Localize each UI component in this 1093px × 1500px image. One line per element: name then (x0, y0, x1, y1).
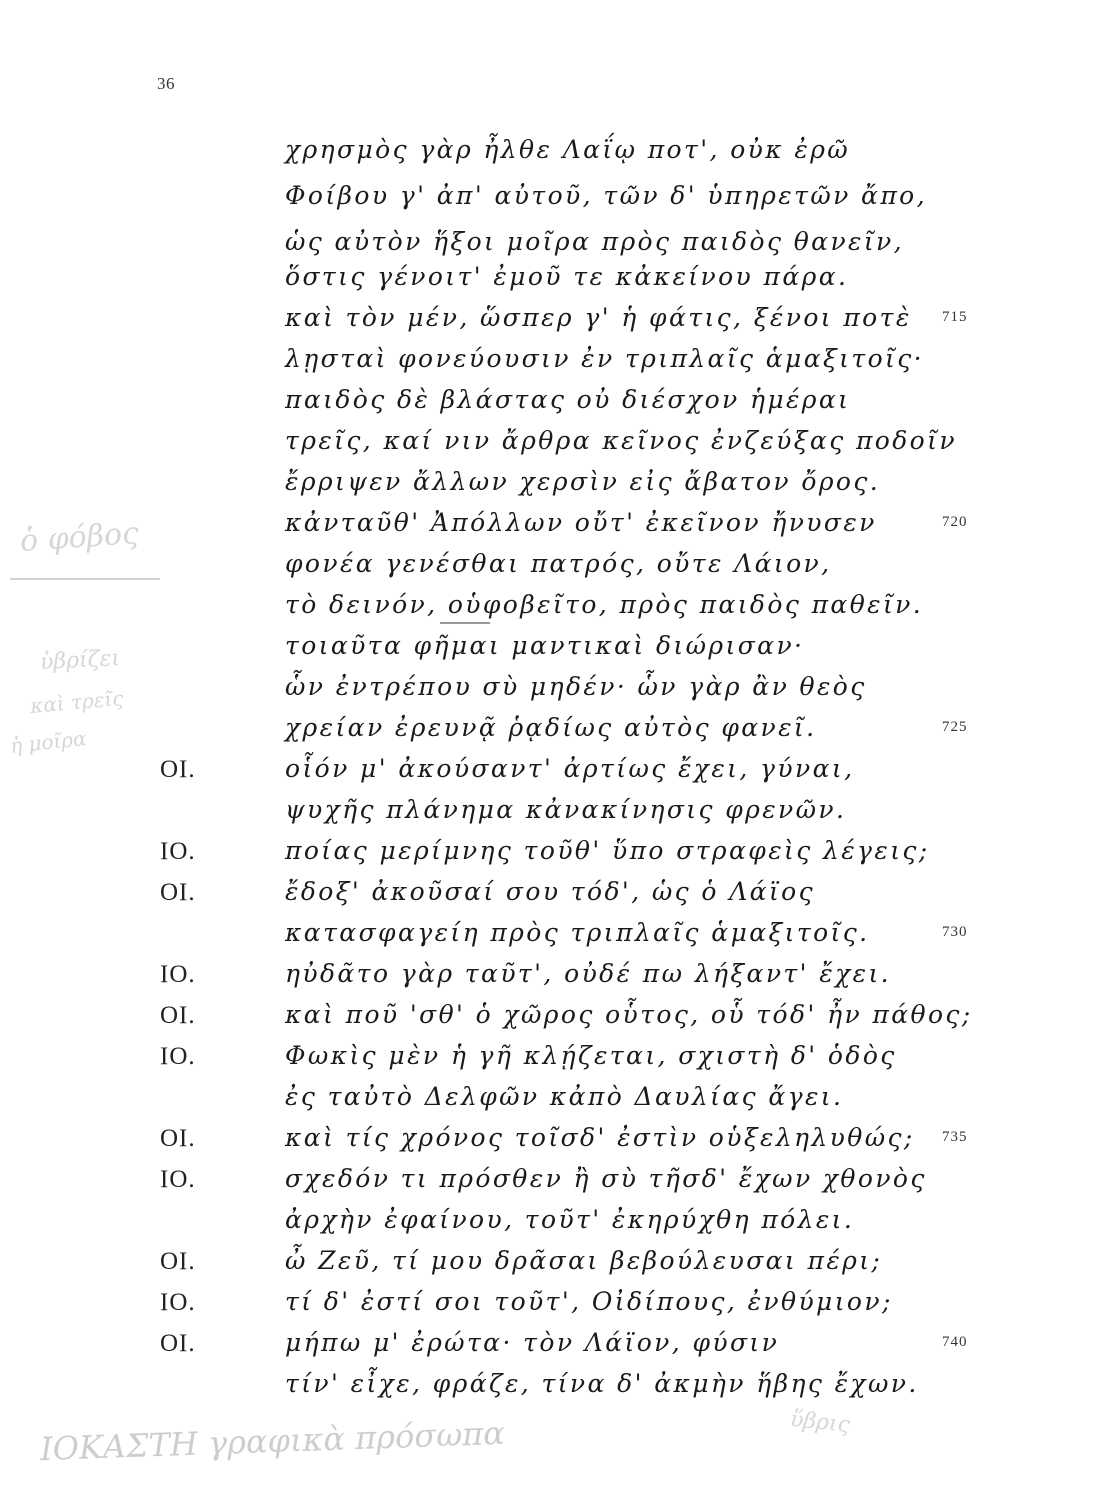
verse-line (0, 1000, 1093, 1038)
verse-line (0, 1041, 1093, 1079)
verse-line (0, 1082, 1093, 1120)
speaker-label: ΟΙ. (160, 1002, 196, 1029)
verse-text: ἔρριψεν ἄλλων χερσὶν εἰς ἄβατον ὄρος. (285, 467, 881, 496)
line-number: 720 (942, 514, 968, 530)
pencil-note-bottom-right: ὕβρις (788, 1406, 852, 1439)
verse-text: τὸ δεινόν, οὑφοβεῖτο, πρὸς παιδὸς παθεῖν. (285, 590, 924, 619)
speaker-label: ΙΟ. (160, 1043, 196, 1070)
verse-line (0, 508, 1093, 546)
line-number: 740 (942, 1334, 968, 1350)
verse-text: παιδὸς δὲ βλάστας οὐ διέσχον ἡμέραι (285, 385, 851, 414)
pencil-note-left-1: ὁ φόβος (18, 515, 140, 560)
verse-text: ὧν ἐντρέπου σὺ μηδέν· ὧν γὰρ ἂν θεὸς (285, 672, 867, 701)
verse-line (0, 549, 1093, 587)
verse-line (0, 1164, 1093, 1202)
verse-line (0, 1123, 1093, 1161)
verse-line (0, 713, 1093, 751)
speaker-label: ΟΙ. (160, 879, 196, 906)
verse-line (0, 135, 1093, 173)
page-number: 36 (157, 74, 175, 93)
verse-text: κατασφαγείη πρὸς τριπλαῖς ἁμαξιτοῖς. (285, 918, 870, 947)
pencil-note-bottom: ΙΟΚΑΣΤΗ γραφικὰ πρόσωπα (39, 1413, 506, 1469)
verse-text: ἀρχὴν ἐφαίνου, τοῦτ' ἐκηρύχθη πόλει. (285, 1205, 855, 1234)
verse-text: ὅστις γένοιτ' ἐμοῦ τε κἀκείνου πάρα. (285, 262, 849, 291)
verse-line (0, 227, 1093, 265)
verse-line (0, 1287, 1093, 1325)
verse-line (0, 672, 1093, 710)
speaker-label: ΙΟ. (160, 838, 196, 865)
line-number: 715 (942, 309, 968, 325)
verse-text: τοιαῦτα φῆμαι μαντικαὶ διώρισαν· (285, 631, 805, 660)
pencil-note-left-4: ἡ μοῖρα (8, 726, 88, 758)
verse-text: ἐς ταὐτὸ Δελφῶν κἀπὸ Δαυλίας ἄγει. (285, 1082, 844, 1111)
verse-line (0, 1328, 1093, 1366)
verse-line (0, 959, 1093, 997)
verse-text: τί δ' ἐστί σοι τοῦτ', Οἰδίπους, ἐνθύμιον; (285, 1287, 893, 1316)
verse-line (0, 795, 1093, 833)
speaker-label: ΙΟ. (160, 961, 196, 988)
verse-line (0, 754, 1093, 792)
verse-text: οἷόν μ' ἀκούσαντ' ἀρτίως ἔχει, γύναι, (285, 754, 855, 783)
verse-text: ἔδοξ' ἀκοῦσαί σου τόδ', ὡς ὁ Λάϊος (285, 877, 816, 906)
verse-text: ηὐδᾶτο γὰρ ταῦτ', οὐδέ πω λήξαντ' ἔχει. (285, 959, 891, 988)
verse-line (0, 303, 1093, 341)
verse-line (0, 344, 1093, 382)
verse-text: Φοίβου γ' ἀπ' αὐτοῦ, τῶν δ' ὑπηρετῶν ἄπο, (285, 181, 927, 210)
speaker-label: ΟΙ. (160, 1248, 196, 1275)
ink-underline (440, 622, 490, 624)
pencil-note-left-2: ὑβρίζει (39, 645, 121, 676)
verse-text: ποίας μερίμνης τοῦθ' ὕπο στραφεὶς λέγεις; (285, 836, 930, 865)
verse-line (0, 918, 1093, 956)
verse-line (0, 836, 1093, 874)
verse-text: ὦ Ζεῦ, τί μου δρᾶσαι βεβούλευσαι πέρι; (285, 1246, 883, 1275)
speaker-label: ΟΙ. (160, 756, 196, 783)
line-number: 725 (942, 719, 968, 735)
line-number: 735 (942, 1129, 968, 1145)
verse-line (0, 1246, 1093, 1284)
verse-text: τρεῖς, καί νιν ἄρθρα κεῖνος ἐνζεύξας ποδοῖν (285, 426, 957, 455)
verse-text: κἀνταῦθ' Ἀπόλλων οὔτ' ἐκεῖνον ἤνυσεν (285, 508, 877, 537)
verse-line (0, 262, 1093, 300)
verse-line (0, 467, 1093, 505)
speaker-label: ΟΙ. (160, 1330, 196, 1357)
verse-line (0, 385, 1093, 423)
verse-text: μήπω μ' ἐρώτα· τὸν Λάϊον, φύσιν (285, 1328, 780, 1357)
verse-line (0, 1205, 1093, 1243)
verse-line (0, 877, 1093, 915)
speaker-label: ΟΙ. (160, 1125, 196, 1152)
verse-text: χρησμὸς γὰρ ἦλθε Λαΐῳ ποτ', οὐκ ἐρῶ (285, 135, 851, 164)
verse-text: σχεδόν τι πρόσθεν ἢ σὺ τῆσδ' ἔχων χθονὸς (285, 1164, 927, 1193)
verse-text: χρείαν ἐρευνᾷ ῥᾳδίως αὐτὸς φανεῖ. (285, 713, 817, 742)
speaker-label: ΙΟ. (160, 1289, 196, 1316)
speaker-label: ΙΟ. (160, 1166, 196, 1193)
line-number: 730 (942, 924, 968, 940)
verse-text: καὶ τὸν μέν, ὥσπερ γ' ἡ φάτις, ξένοι ποτὲ (285, 303, 912, 332)
verse-text: τίν' εἶχε, φράζε, τίνα δ' ἀκμὴν ἥβης ἔχων. (285, 1369, 919, 1398)
verse-line (0, 590, 1093, 628)
verse-text: ὡς αὐτὸν ἥξοι μοῖρα πρὸς παιδὸς θανεῖν, (285, 227, 905, 256)
verse-text: λῃσταὶ φονεύουσιν ἐν τριπλαῖς ἁμαξιτοῖς· (285, 344, 924, 373)
verse-line (0, 1369, 1093, 1407)
verse-line (0, 426, 1093, 464)
verse-text: φονέα γενέσθαι πατρός, οὔτε Λάιον, (285, 549, 832, 578)
verse-line (0, 181, 1093, 219)
verse-line (0, 631, 1093, 669)
verse-text: ψυχῆς πλάνημα κἀνακίνησις φρενῶν. (285, 795, 847, 824)
verse-text: καὶ τίς χρόνος τοῖσδ' ἐστὶν οὑξεληλυθώς; (285, 1123, 915, 1152)
verse-text: καὶ ποῦ 'σθ' ὁ χῶρος οὗτος, οὗ τόδ' ἦν πάθος; (285, 1000, 973, 1029)
pencil-note-left-3: καὶ τρεῖς (29, 685, 125, 719)
verse-text: Φωκὶς μὲν ἡ γῆ κλῄζεται, σχιστὴ δ' ὁδὸς (285, 1041, 897, 1070)
